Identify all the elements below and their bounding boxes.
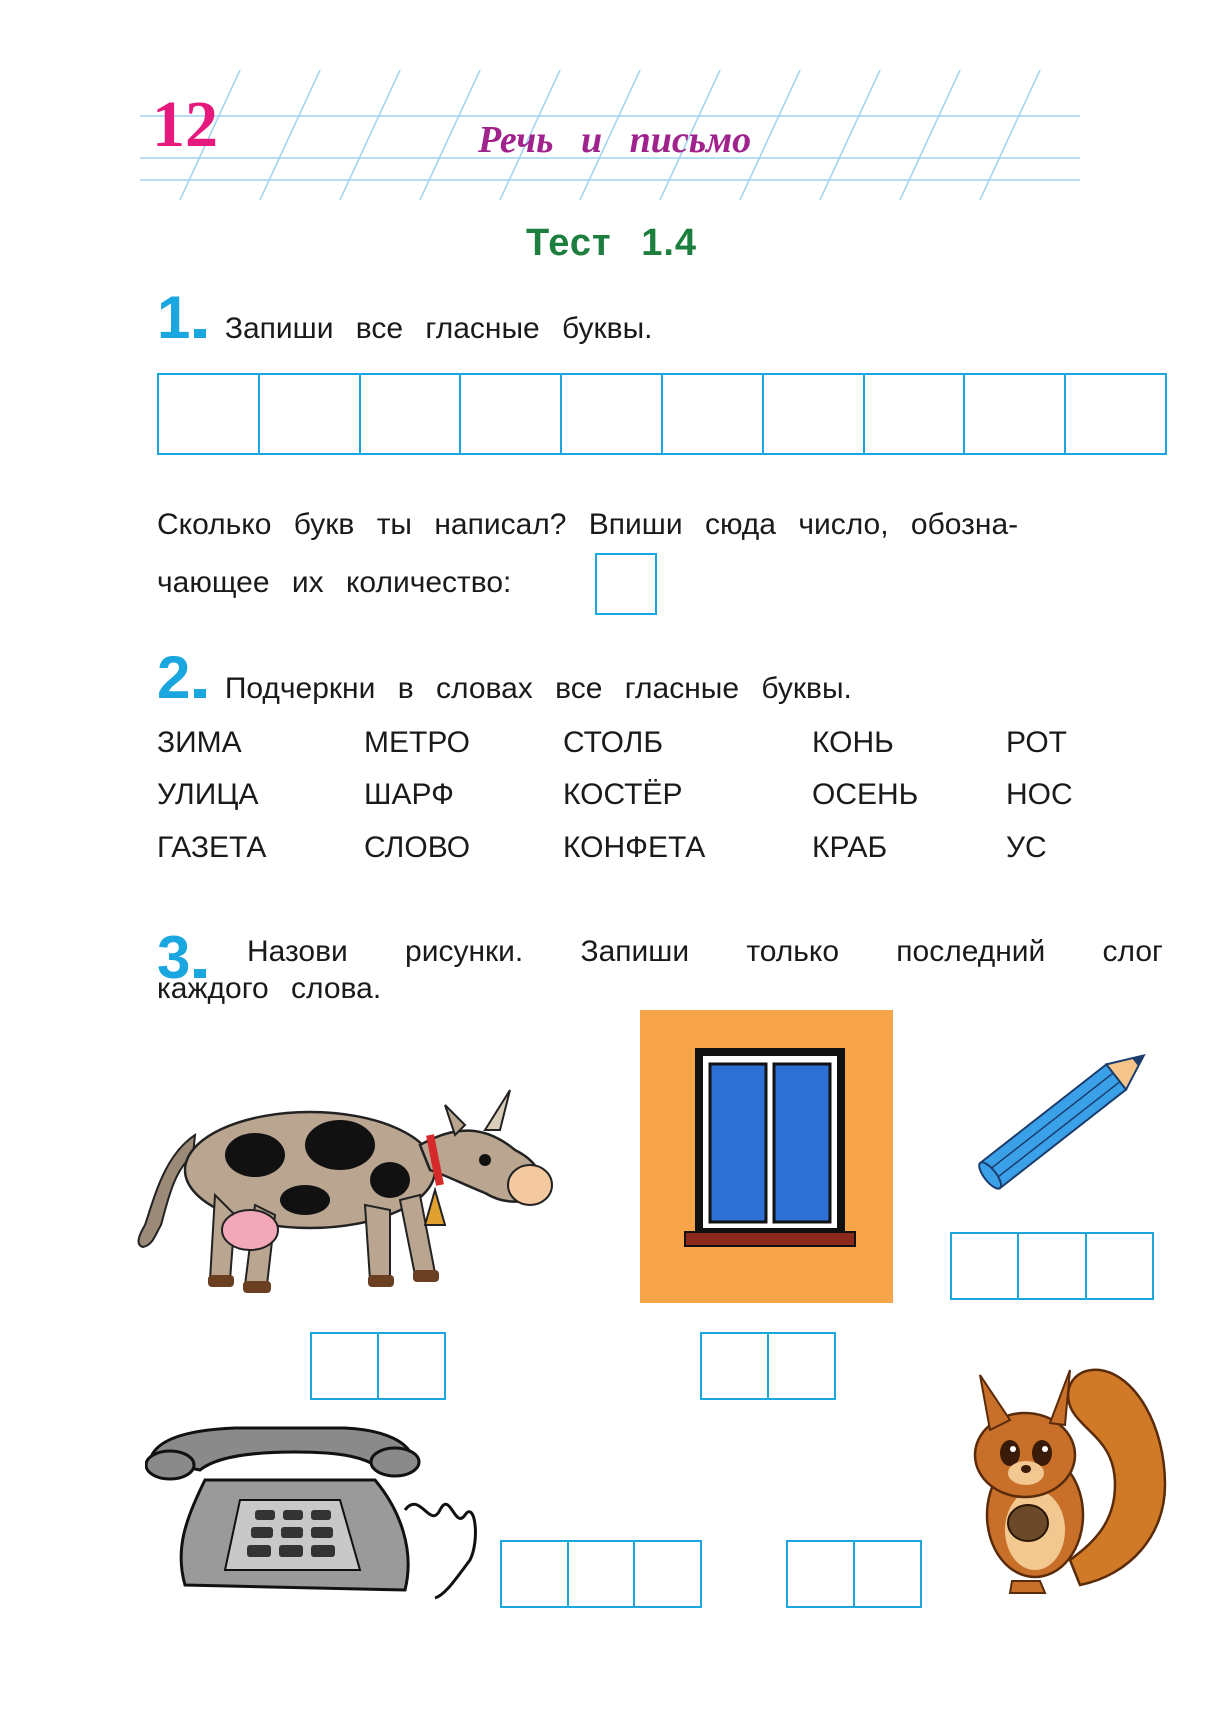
- word: ШАРФ: [364, 778, 454, 811]
- word: УС: [1006, 831, 1047, 864]
- word: КОСТЁР: [563, 778, 683, 811]
- answer-box[interactable]: [1066, 375, 1165, 453]
- answer-box[interactable]: [952, 1234, 1019, 1298]
- answer-box[interactable]: [312, 1334, 379, 1398]
- window-answer-boxes: [700, 1332, 836, 1400]
- task1-number: 1: [157, 284, 191, 351]
- window-picture: [640, 1010, 893, 1303]
- task2-number: 2: [157, 644, 191, 711]
- answer-box[interactable]: [502, 1542, 569, 1606]
- cow-picture: [135, 1075, 605, 1305]
- telephone-answer-boxes: [500, 1540, 702, 1608]
- answer-box[interactable]: [788, 1542, 855, 1606]
- word: ГАЗЕТА: [157, 831, 267, 864]
- count-answer-box[interactable]: [595, 553, 657, 615]
- word: УЛИЦА: [157, 778, 259, 811]
- answer-box[interactable]: [855, 1542, 920, 1606]
- answer-box[interactable]: [562, 375, 663, 453]
- task1-question-line2: чающее их количество:: [157, 566, 512, 599]
- page-number: 12: [152, 88, 218, 161]
- answer-box[interactable]: [865, 375, 966, 453]
- answer-box[interactable]: [1087, 1234, 1152, 1298]
- task1-question-line1: Сколько букв ты написал? Впиши сюда число, обозна-: [157, 508, 1019, 541]
- answer-box[interactable]: [764, 375, 865, 453]
- task3-instruction-line2: каждого слова.: [157, 972, 382, 1005]
- task1-answer-boxes: [157, 373, 1167, 455]
- answer-box[interactable]: [635, 1542, 700, 1606]
- test-title: Тест 1.4: [525, 222, 698, 264]
- squirrel-picture: [950, 1345, 1180, 1610]
- answer-box[interactable]: [461, 375, 562, 453]
- section-title: Речь и письмо: [478, 119, 752, 161]
- answer-box[interactable]: [702, 1334, 769, 1398]
- answer-box[interactable]: [379, 1334, 444, 1398]
- word: РОТ: [1006, 726, 1068, 759]
- task1-heading: [157, 284, 653, 351]
- task3-number: 3: [157, 924, 191, 991]
- answer-box[interactable]: [965, 375, 1066, 453]
- task1-number-dot: [194, 329, 206, 338]
- answer-box[interactable]: [159, 375, 260, 453]
- word: КРАБ: [812, 831, 888, 864]
- word: ЗИМА: [157, 726, 242, 759]
- answer-box[interactable]: [769, 1334, 834, 1398]
- answer-box[interactable]: [663, 375, 764, 453]
- word: КОНФЕТА: [563, 831, 706, 864]
- pencil-answer-boxes: [950, 1232, 1154, 1300]
- cow-answer-boxes: [310, 1332, 446, 1400]
- word: НОС: [1006, 778, 1073, 811]
- word: ОСЕНЬ: [812, 778, 919, 811]
- task1-instruction: Запиши все гласные буквы.: [224, 312, 653, 345]
- word: КОНЬ: [812, 726, 894, 759]
- telephone-picture: [145, 1420, 490, 1605]
- answer-box[interactable]: [260, 375, 361, 453]
- pencil-picture: [960, 1035, 1170, 1200]
- word: МЕТРО: [364, 726, 471, 759]
- task2-number-dot: [194, 689, 206, 698]
- word: СТОЛБ: [563, 726, 664, 759]
- answer-box[interactable]: [569, 1542, 636, 1606]
- word: СЛОВО: [364, 831, 471, 864]
- answer-box[interactable]: [361, 375, 462, 453]
- task3-instruction-line1: Назови рисунки. Запиши только последний слог: [247, 935, 1163, 968]
- answer-box[interactable]: [1019, 1234, 1086, 1298]
- task2-heading: [157, 644, 852, 711]
- squirrel-answer-boxes: [786, 1540, 922, 1608]
- task2-instruction: Подчеркни в словах все гласные буквы.: [224, 672, 852, 705]
